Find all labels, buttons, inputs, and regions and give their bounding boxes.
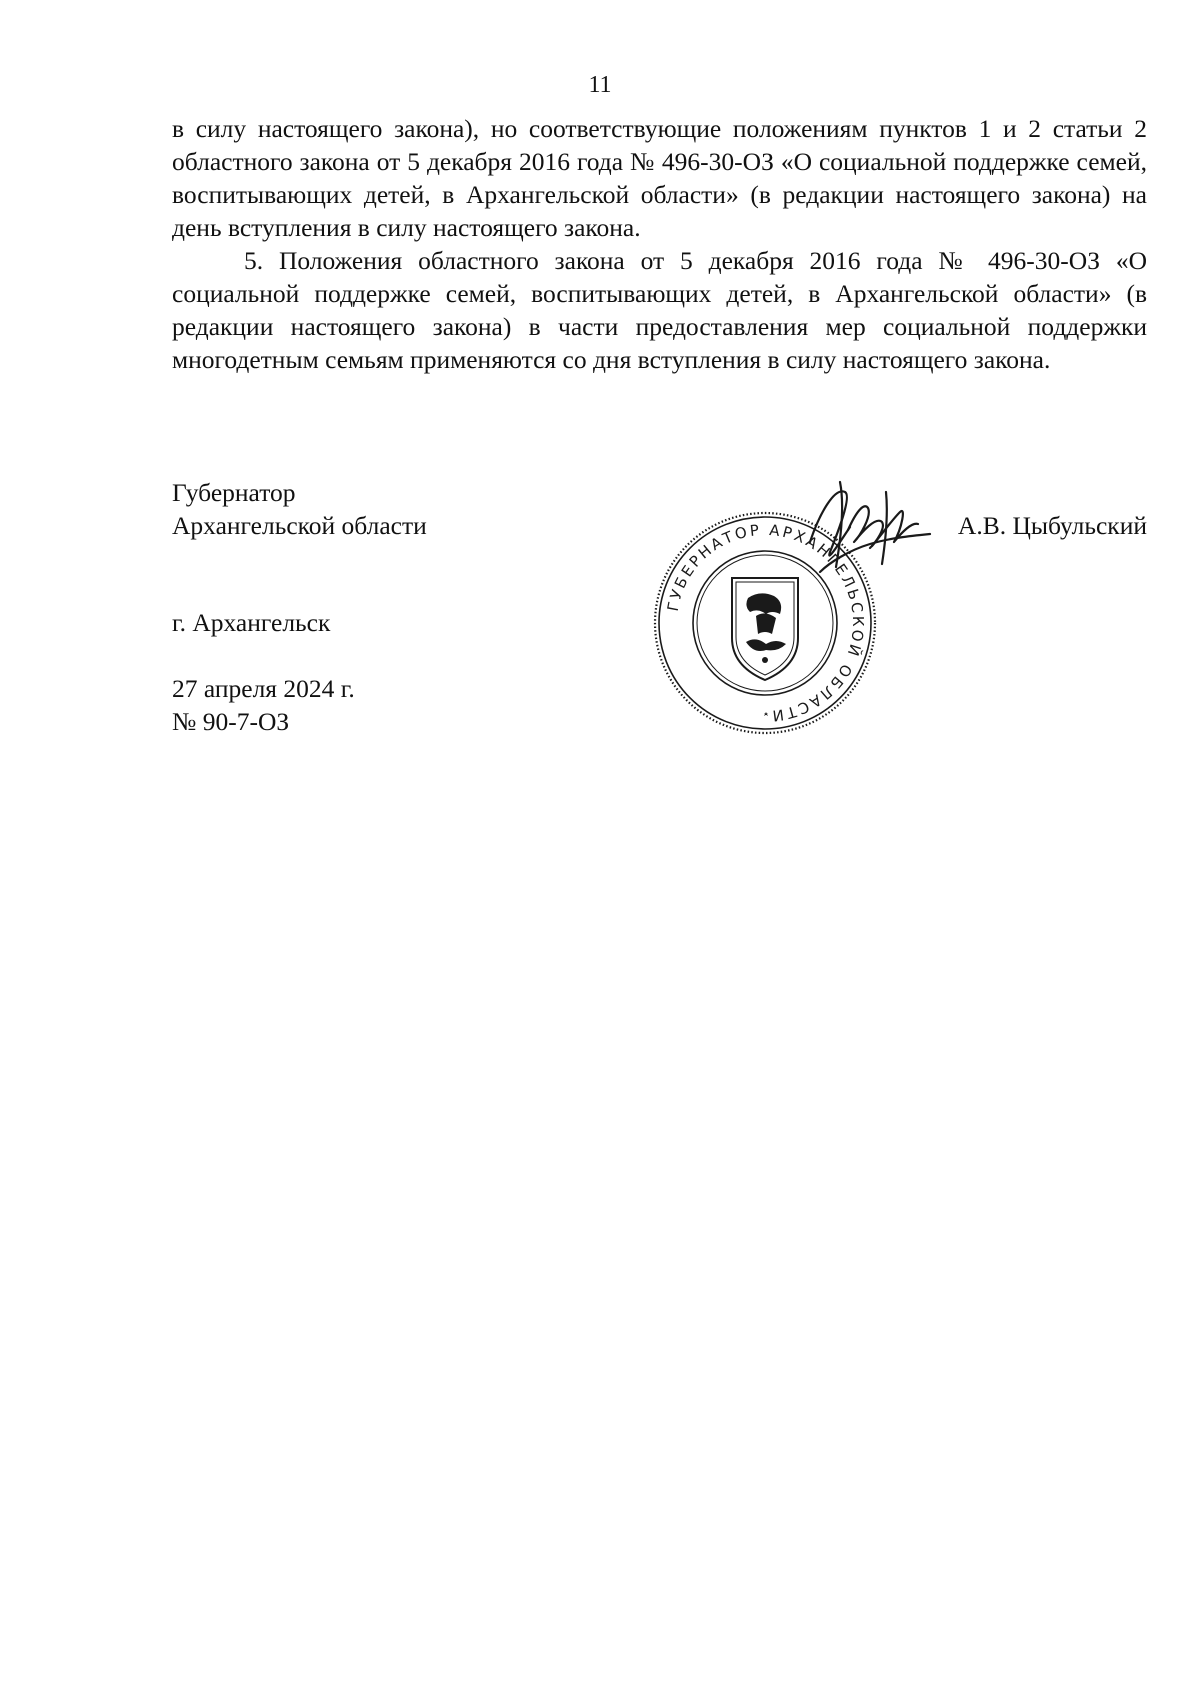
law-number: № 90-7-ОЗ bbox=[172, 707, 290, 736]
signing-date-block bbox=[172, 672, 355, 738]
handwritten-signature-icon bbox=[790, 472, 940, 582]
signing-date: 27 апреля 2024 г. bbox=[172, 674, 355, 703]
signer-title bbox=[172, 476, 427, 542]
signing-city: г. Архангельск bbox=[172, 608, 331, 637]
paragraph-5: 5. Положения областного закона от 5 декабря 2016 года № 496-30-ОЗ «О социальной поддержке семей, воспитывающих детей, в Архангельской области» (в редакции настоящего закона) в части предоставления мер социальной поддержки многодетным семьям применяются со дня вступления в силу настоящего закона. bbox=[172, 246, 1147, 374]
signer-name: А.В. Цыбульский bbox=[957, 511, 1147, 540]
page-number: 11 bbox=[588, 72, 612, 98]
paragraph-continuation: в силу настоящего закона), но соответствующие положениям пунктов 1 и 2 статьи 2 областного закона от 5 декабря 2016 года № 496-30-ОЗ «О социальной поддержке семей, воспитывающих детей, в Архангельской области» (в редакции настоящего закона) на день вступления в силу настоящего закона. bbox=[172, 114, 1147, 242]
signer-title-line-1: Губернатор bbox=[172, 478, 296, 507]
svg-text:ГУБЕРНАТОР АРХАНГЕЛЬСКОЙ ОБЛАС: ГУБЕРНАТОР АРХАНГЕЛЬСКОЙ ОБЛАСТИ bbox=[663, 520, 868, 726]
signer-title-line-2: Архангельской области bbox=[172, 511, 427, 540]
law-body-text bbox=[172, 112, 1147, 376]
